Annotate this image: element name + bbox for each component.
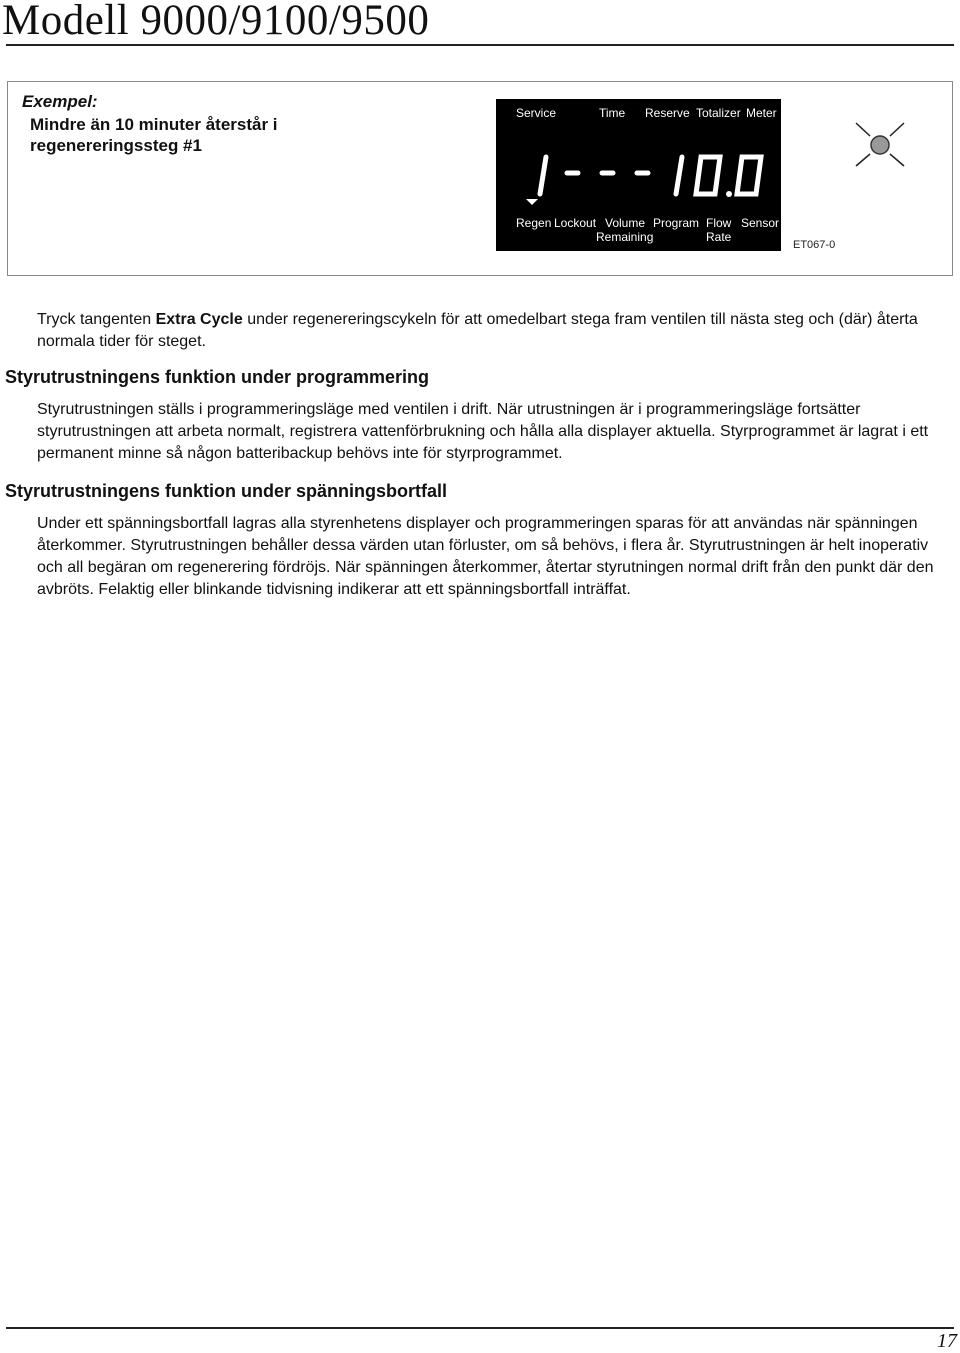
example-heading: Exempel: — [22, 92, 98, 111]
lcd-label-remaining: Remaining — [596, 230, 654, 244]
seg-decimal-point — [726, 191, 732, 197]
lcd-label-rate: Rate — [706, 230, 732, 244]
lcd-label-lockout: Lockout — [554, 216, 597, 230]
extra-cycle-key-label: Extra Cycle — [155, 311, 243, 328]
title-divider — [6, 44, 954, 46]
lcd-label-volume: Volume — [605, 216, 646, 230]
lcd-label-reserve: Reserve — [645, 106, 690, 120]
example-text: Mindre än 10 minuter återstår i regenereringssteg #1 — [30, 115, 278, 155]
figure-code: ET067-0 — [793, 239, 836, 251]
section-heading-programming: Styrutrustningens funktion under programmering — [5, 367, 430, 387]
lcd-label-service: Service — [516, 106, 557, 120]
seg-digit-1 — [540, 157, 546, 194]
lcd-label-flow: Flow — [706, 216, 732, 230]
page-title: Modell 9000/9100/9500 — [2, 0, 430, 44]
lcd-label-meter: Meter — [746, 106, 777, 120]
lcd-label-totalizer: Totalizer — [696, 106, 741, 120]
lcd-label-sensor: Sensor — [741, 216, 780, 230]
intro-paragraph: Tryck tangenten Extra Cycle under regenereringscykeln för att omedelbart stega fram ventilen till nästa steg och (där) återta normala tider för steget. — [37, 311, 918, 350]
seg-digit-0 — [696, 157, 720, 194]
page-number: 17 — [937, 1330, 957, 1352]
blinking-light-icon — [850, 118, 910, 168]
lcd-label-regen: Regen — [516, 216, 552, 230]
section-heading-power-failure: Styrutrustningens funktion under spänningsbortfall — [5, 481, 448, 501]
seg-digit-1b — [676, 157, 682, 194]
lcd-display — [496, 99, 781, 251]
section-body-programming: Styrutrustningen ställs i programmeringsläge med ventilen i drift. När utrustningen är i programmeringsläge fortsätter styrutrustningen att arbeta normalt, registrera vattenförbrukning och hålla alla displayer aktuella. Styrprogrammet är lagrat i ett permanent minne så någon batteribackup behövs inte för styrprogrammet. — [37, 401, 929, 462]
regen-indicator-icon — [526, 199, 538, 205]
lcd-label-program: Program — [653, 216, 700, 230]
example-figure — [7, 81, 953, 276]
seg-digit-0b — [737, 157, 761, 194]
footer-divider — [6, 1327, 954, 1329]
section-body-power-failure: Under ett spänningsbortfall lagras alla styrenhetens displayer och programmeringen sparas för att användas när spänningen återkommer. Styrutrustningen behåller dessa värden utan förluster, om så behövs, i flera år. Styrutrustningen är helt inoperativ och all begäran om regenerering fördröjs. När spänningen återkommer, återtar styrutningen normal drift från den punkt där den avbröts. Felaktig eller blinkande tidvisning indikerar att ett spänningsbortfall inträffat. — [37, 515, 934, 598]
lcd-label-time: Time — [599, 106, 626, 120]
